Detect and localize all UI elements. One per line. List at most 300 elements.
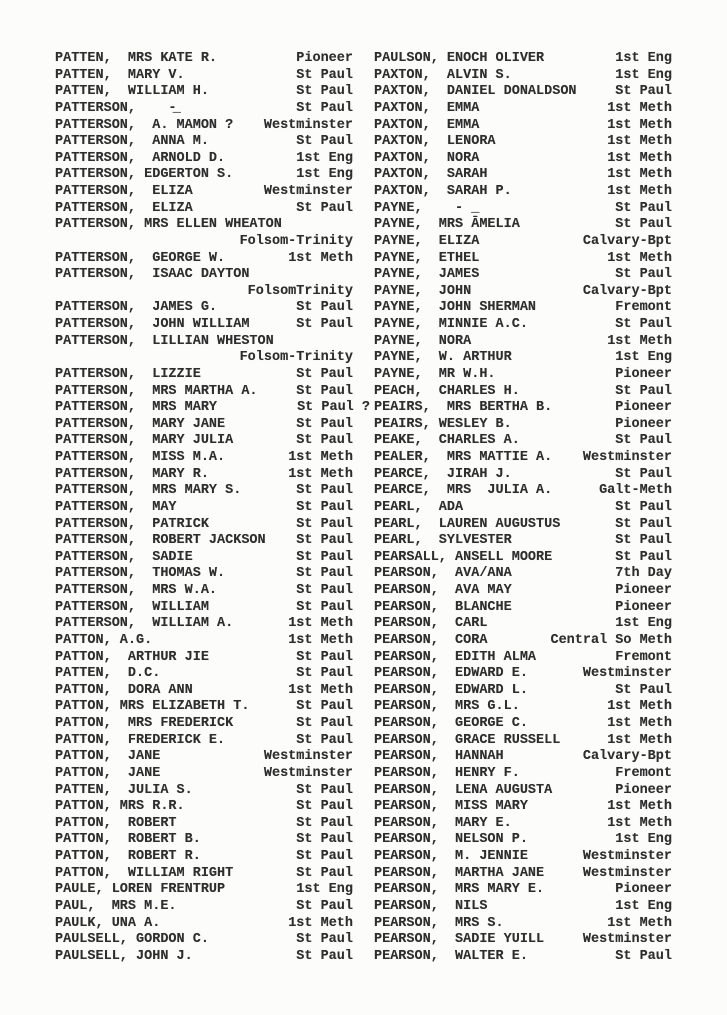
list-item xyxy=(374,783,672,800)
church-cell: 1st Meth xyxy=(607,732,672,748)
list-item xyxy=(55,167,353,184)
name-cell: PATTERSON, JAMES G. xyxy=(55,300,218,316)
list-item xyxy=(374,766,672,783)
name-cell: PATTERSON, MRS MARTHA A. xyxy=(55,383,258,399)
name-cell: PEARSON, GRACE RUSSELL xyxy=(374,732,561,748)
name-cell: PATTERSON, ELIZA xyxy=(55,184,193,199)
name-cell: PAXTON, EMMA xyxy=(374,117,480,133)
church-cell: 1st Eng xyxy=(615,898,672,914)
church-cell: St Paul xyxy=(615,533,672,549)
church-cell: St Paul xyxy=(615,317,672,332)
church-cell: 1st Meth xyxy=(288,632,353,648)
name-cell: PAUL, MRS M.E. xyxy=(55,898,177,914)
church-cell: St Paul xyxy=(296,499,353,515)
church-cell: St Paul xyxy=(296,666,353,682)
list-item xyxy=(374,899,672,916)
list-item xyxy=(374,633,672,650)
name-cell: PEALER, MRS MATTIE A. xyxy=(374,450,553,465)
church-cell: Pioneer xyxy=(615,782,672,798)
name-cell: PEARSON, AVA/ANA xyxy=(374,566,512,582)
name-cell: PAULK, UNA A. xyxy=(55,915,161,931)
list-item xyxy=(374,650,672,667)
church-cell: 1st Meth xyxy=(607,799,672,815)
list-item xyxy=(55,849,353,866)
church-cell: St Paul xyxy=(296,865,353,881)
name-cell: PATTERSON, MRS MARY S. xyxy=(55,483,242,499)
church-cell: 1st Meth xyxy=(607,915,672,931)
name-cell: PEARSON, M. JENNIE xyxy=(374,849,528,864)
church-cell: 1st Meth xyxy=(607,100,672,116)
name-cell: PATTERSON, WILLIAM xyxy=(55,599,209,615)
list-item xyxy=(55,367,353,384)
church-cell: Calvary-Bpt xyxy=(582,749,672,765)
name-cell: PAXTON, LENORA xyxy=(374,134,496,150)
church-cell: Pioneer xyxy=(615,416,672,432)
church-cell: Westminster xyxy=(263,749,353,765)
right-column xyxy=(374,51,672,965)
church-cell: Westminster xyxy=(263,765,353,781)
church-cell: St Paul xyxy=(296,317,353,332)
name-cell: PEARSON, MRS S. xyxy=(374,915,504,931)
list-item xyxy=(374,600,672,617)
church-cell: St Paul xyxy=(296,549,353,565)
church-cell: 1st Meth xyxy=(607,333,672,349)
name-cell: PAXTON, ALVIN S. xyxy=(374,67,512,83)
name-cell: PATTEN, JULIA S. xyxy=(55,782,193,798)
name-cell: PEARCE, MRS JULIA A. xyxy=(374,483,553,499)
list-item xyxy=(55,616,353,633)
name-cell: PEARL, ADA xyxy=(374,499,464,515)
list-item xyxy=(374,384,672,401)
name-cell: PATTERSON, THOMAS W. xyxy=(55,566,226,582)
list-item xyxy=(55,533,353,550)
name-cell: PATTERSON, ISAAC DAYTON xyxy=(55,267,250,283)
church-cell: St Paul xyxy=(296,732,353,748)
church-cell: Westminster xyxy=(263,184,353,199)
list-item xyxy=(55,583,353,600)
name-cell: PAXTON, DANIEL DONALDSON xyxy=(374,84,577,100)
church-cell: Folsom-Trinity xyxy=(239,350,353,366)
list-item xyxy=(374,151,672,168)
church-cell: St Paul xyxy=(296,516,353,532)
name-cell: PAULSON, ENOCH OLIVER xyxy=(374,51,545,66)
church-cell: St Paul xyxy=(296,200,353,216)
list-item xyxy=(55,733,353,750)
list-item xyxy=(374,433,672,450)
list-item xyxy=(55,699,353,716)
list-item xyxy=(374,949,672,966)
list-item xyxy=(374,217,672,234)
list-item xyxy=(55,650,353,667)
name-cell: PATTERSON, MARY JANE xyxy=(55,416,226,432)
name-cell: PATTERSON, MISS M.A. xyxy=(55,450,226,465)
name-cell: PEARSON, MARTHA JANE xyxy=(374,865,545,881)
name-cell: PAXTON, SARAH P. xyxy=(374,184,512,199)
church-cell: St Paul xyxy=(296,416,353,432)
church-cell: St Paul ? xyxy=(297,400,370,416)
list-item xyxy=(55,101,353,118)
church-cell: 1st Meth xyxy=(607,184,672,199)
list-item xyxy=(55,783,353,800)
list-item xyxy=(55,350,353,367)
list-item xyxy=(374,882,672,899)
list-item xyxy=(374,816,672,833)
list-item xyxy=(374,334,672,351)
church-cell: St Paul xyxy=(296,134,353,150)
church-cell: 1st Eng xyxy=(615,350,672,366)
church-cell: Pioneer xyxy=(615,400,672,416)
list-item xyxy=(55,566,353,583)
name-cell: PATTERSON, ELIZA xyxy=(55,200,193,216)
name-cell: PATTERSON, MRS W.A. xyxy=(55,583,218,598)
church-cell: St Paul xyxy=(615,200,672,216)
list-item xyxy=(374,284,672,301)
name-cell: PATTERSON, MARY JULIA xyxy=(55,433,234,449)
list-item xyxy=(55,284,353,301)
church-cell: 1st Meth xyxy=(607,699,672,715)
list-item xyxy=(55,118,353,135)
name-cell: PEARSON, CORA xyxy=(374,632,488,648)
church-cell: 1st Meth xyxy=(607,716,672,731)
name-cell: PATTON, ROBERT R. xyxy=(55,849,201,864)
church-cell: 7th Day xyxy=(615,566,672,582)
name-cell: PATTERSON, LIZZIE xyxy=(55,366,201,382)
list-item xyxy=(374,51,672,68)
church-cell: St Paul xyxy=(296,300,353,316)
list-item xyxy=(55,450,353,467)
name-cell: PEARL, SYLVESTER xyxy=(374,533,512,549)
name-cell: PATTON, FREDERICK E. xyxy=(55,732,226,748)
list-item xyxy=(55,866,353,883)
name-cell: PATTON, WILLIAM RIGHT xyxy=(55,865,234,881)
church-cell: Pioneer xyxy=(615,366,672,382)
name-cell: PEARSON, EDWARD E. xyxy=(374,666,528,682)
name-cell: PAXTON, EMMA xyxy=(374,100,480,116)
church-cell: St Paul xyxy=(615,383,672,399)
list-item xyxy=(55,932,353,949)
name-cell: PATTERSON, MARY R. xyxy=(55,466,209,482)
church-cell: St Paul xyxy=(296,84,353,100)
church-cell: Pioneer xyxy=(615,882,672,898)
list-item xyxy=(374,566,672,583)
name-cell: PEARSON, MRS G.L. xyxy=(374,699,520,715)
name-cell: PATTON, ROBERT xyxy=(55,815,177,831)
name-cell: PATTEN, MRS KATE R. xyxy=(55,51,218,66)
list-item xyxy=(374,234,672,251)
church-cell: St Paul xyxy=(615,549,672,565)
church-cell: St Paul xyxy=(296,815,353,831)
name-cell: PEARSON, WALTER E. xyxy=(374,948,528,964)
list-item xyxy=(55,51,353,68)
list-item xyxy=(374,716,672,733)
church-cell: Pioneer xyxy=(296,51,353,66)
name-cell: PAULSELL, GORDON C. xyxy=(55,932,209,948)
church-cell: St Paul xyxy=(296,383,353,399)
church-cell: Westminster xyxy=(582,849,672,864)
church-cell: Westminster xyxy=(582,666,672,682)
name-cell: PEARSON, MISS MARY xyxy=(374,799,528,815)
name-cell: PEARSON, SADIE YUILL xyxy=(374,932,545,948)
list-item xyxy=(55,317,353,334)
name-cell: PAYNE, JOHN xyxy=(374,283,472,299)
name-cell: PATTERSON, JOHN WILLIAM xyxy=(55,317,250,332)
name-cell: PAYNE, W. ARTHUR xyxy=(374,350,512,366)
name-cell: PATTERSON, WILLIAM A. xyxy=(55,616,234,632)
name-cell: PEARSON, EDWARD L. xyxy=(374,682,528,698)
list-item xyxy=(374,483,672,500)
list-item xyxy=(374,167,672,184)
church-cell: 1st Eng xyxy=(296,882,353,898)
church-cell: St Paul xyxy=(615,217,672,233)
list-item xyxy=(374,201,672,218)
name-cell: PEARSALL, ANSELL MOORE xyxy=(374,549,553,565)
list-item xyxy=(374,84,672,101)
name-cell: PAXTON, SARAH xyxy=(374,167,488,183)
list-item xyxy=(55,400,370,417)
list-item xyxy=(55,300,353,317)
name-cell: PATTEN, WILLIAM H. xyxy=(55,84,209,100)
name-cell: PATTERSON, LILLIAN WHESTON xyxy=(55,333,274,349)
church-cell: St Paul xyxy=(296,699,353,715)
name-cell: PATTERSON, MAY xyxy=(55,499,177,515)
name-cell: PEARSON, HANNAH xyxy=(374,749,504,765)
list-item xyxy=(55,234,353,251)
name-cell: PAYNE, MINNIE A.C. xyxy=(374,317,528,332)
church-cell: St Paul xyxy=(615,84,672,100)
name-cell: PATTERSON, ANNA M. xyxy=(55,134,209,150)
church-cell: 1st Meth xyxy=(607,167,672,183)
church-cell: St Paul xyxy=(296,533,353,549)
list-item xyxy=(55,267,353,284)
list-item xyxy=(55,666,353,683)
name-cell: PATTERSON, MRS MARY xyxy=(55,400,218,416)
left-column xyxy=(55,51,370,965)
list-item xyxy=(374,68,672,85)
name-cell: PEAIRS, WESLEY B. xyxy=(374,416,512,432)
church-cell: St Paul xyxy=(296,849,353,864)
name-cell: PATTON, DORA ANN xyxy=(55,682,193,698)
name-cell: PATTERSON, ROBERT JACKSON xyxy=(55,533,266,549)
list-item xyxy=(55,84,353,101)
church-cell: St Paul xyxy=(296,483,353,499)
list-item xyxy=(55,500,353,517)
list-item xyxy=(374,184,672,201)
name-cell: PATTEN, MARY V. xyxy=(55,67,185,83)
list-item xyxy=(374,267,672,284)
list-item xyxy=(55,334,353,351)
list-item xyxy=(374,666,672,683)
name-cell: PEARSON, LENA AUGUSTA xyxy=(374,782,553,798)
name-cell: PAYNE, JAMES xyxy=(374,267,480,283)
church-cell: St Paul xyxy=(615,433,672,449)
list-item xyxy=(374,417,672,434)
church-cell: Fremont xyxy=(615,765,672,781)
name-cell: PATTERSON, PATRICK xyxy=(55,516,209,532)
list-item xyxy=(55,384,353,401)
name-cell: PEARSON, EDITH ALMA xyxy=(374,649,537,665)
church-cell: St Paul xyxy=(296,566,353,582)
name-cell: PEARL, LAUREN AUGUSTUS xyxy=(374,516,561,532)
church-cell: 1st Eng xyxy=(296,167,353,183)
list-item xyxy=(374,683,672,700)
church-cell: St Paul xyxy=(296,100,353,116)
list-item xyxy=(55,749,353,766)
church-cell: Folsom-Trinity xyxy=(239,233,353,249)
church-cell: 1st Meth xyxy=(607,250,672,266)
name-cell: PATTON, MRS FREDERICK xyxy=(55,716,234,731)
list-item xyxy=(55,217,353,234)
name-cell: PATTON, JANE xyxy=(55,749,161,765)
church-cell: St Paul xyxy=(615,682,672,698)
church-cell: 1st Eng xyxy=(615,51,672,66)
list-item xyxy=(374,916,672,933)
name-cell: PEARSON, HENRY F. xyxy=(374,765,520,781)
list-item xyxy=(55,716,353,733)
list-item xyxy=(374,300,672,317)
name-cell: PATTON, MRS R.R. xyxy=(55,799,185,815)
name-cell: PAYNE, MRS ĀMELIA xyxy=(374,217,520,233)
list-item xyxy=(55,151,353,168)
church-cell: Westminster xyxy=(263,117,353,133)
church-cell: St Paul xyxy=(615,499,672,515)
church-cell: Fremont xyxy=(615,300,672,316)
church-cell: 1st Eng xyxy=(615,67,672,83)
church-cell: 1st Meth xyxy=(607,150,672,166)
church-cell: 1st Meth xyxy=(288,250,353,266)
name-cell: PATTERSON, ARNOLD D. xyxy=(55,150,226,166)
name-cell: PAYNE, - _ xyxy=(374,200,480,216)
name-cell: PEARSON, MRS MARY E. xyxy=(374,882,545,898)
list-item xyxy=(374,533,672,550)
church-cell: Westminster xyxy=(582,932,672,948)
list-item xyxy=(55,68,353,85)
list-item xyxy=(55,417,353,434)
list-item xyxy=(374,134,672,151)
name-cell: PEARSON, MARY E. xyxy=(374,815,512,831)
church-cell: 1st Meth xyxy=(607,117,672,133)
name-cell: PEARSON, NILS xyxy=(374,898,488,914)
church-cell: St Paul xyxy=(296,583,353,598)
church-cell: St Paul xyxy=(296,948,353,964)
list-item xyxy=(55,832,353,849)
list-item xyxy=(374,799,672,816)
church-cell: Pioneer xyxy=(615,599,672,615)
church-cell: 1st Meth xyxy=(288,466,353,482)
list-item xyxy=(374,450,672,467)
name-cell: PAULE, LOREN FRENTRUP xyxy=(55,882,226,898)
list-item xyxy=(374,367,672,384)
list-item xyxy=(374,467,672,484)
list-item xyxy=(55,882,353,899)
name-cell: PEARSON, BLANCHE xyxy=(374,599,512,615)
name-cell: PAYNE, MR W.H. xyxy=(374,366,496,382)
list-item xyxy=(55,517,353,534)
name-cell: PEAIRS, MRS BERTHA B. xyxy=(374,400,553,416)
list-item xyxy=(55,633,353,650)
name-cell: PEACH, CHARLES H. xyxy=(374,383,520,399)
list-item xyxy=(374,932,672,949)
name-cell: PATTERSON, -̲ xyxy=(55,100,177,116)
church-cell: Calvary-Bpt xyxy=(582,233,672,249)
church-cell: St Paul xyxy=(296,898,353,914)
church-cell: St Paul xyxy=(296,932,353,948)
church-cell: St Paul xyxy=(296,782,353,798)
church-cell: St Paul xyxy=(615,516,672,532)
list-item xyxy=(55,916,353,933)
list-item xyxy=(55,799,353,816)
name-cell: PATTERSON, EDGERTON S. xyxy=(55,167,234,183)
church-cell: St Paul xyxy=(615,948,672,964)
list-item xyxy=(374,849,672,866)
church-cell: Fremont xyxy=(615,649,672,665)
list-item xyxy=(374,583,672,600)
church-cell: Calvary-Bpt xyxy=(582,283,672,299)
name-cell: PEARSON, AVA MAY xyxy=(374,583,512,598)
church-cell: 1st Meth xyxy=(288,682,353,698)
name-cell: PEARSON, CARL xyxy=(374,616,488,632)
list-item xyxy=(55,683,353,700)
list-item xyxy=(55,483,353,500)
list-item xyxy=(374,749,672,766)
name-cell: PATTON, MRS ELIZABETH T. xyxy=(55,699,250,715)
name-cell: PEARSON, NELSON P. xyxy=(374,832,528,848)
name-cell: PATTON, ROBERT B. xyxy=(55,832,201,848)
church-cell: 1st Meth xyxy=(607,815,672,831)
church-cell: St Paul xyxy=(296,433,353,449)
list-item xyxy=(374,350,672,367)
church-cell: 1st Eng xyxy=(615,832,672,848)
name-cell: PEARCE, JIRAH J. xyxy=(374,466,512,482)
church-cell: Westminster xyxy=(582,865,672,881)
church-cell: Westminster xyxy=(582,450,672,465)
church-cell: FolsomTrinity xyxy=(247,283,353,299)
church-cell: Central So Meth xyxy=(550,632,672,648)
list-item xyxy=(374,251,672,268)
list-item xyxy=(374,317,672,334)
list-item xyxy=(374,550,672,567)
list-item xyxy=(55,600,353,617)
list-item xyxy=(374,101,672,118)
name-cell: PATTON, ARTHUR JIE xyxy=(55,649,209,665)
list-item xyxy=(55,134,353,151)
name-cell: PAULSELL, JOHN J. xyxy=(55,948,193,964)
church-cell: St Paul xyxy=(296,366,353,382)
church-cell: Galt-Meth xyxy=(599,483,672,499)
name-cell: PATTON, A.G. xyxy=(55,632,153,648)
list-item xyxy=(55,201,353,218)
list-item xyxy=(55,433,353,450)
name-cell: PATTERSON, A. MAMON ? xyxy=(55,117,234,133)
church-cell: St Paul xyxy=(296,649,353,665)
church-cell: 1st Meth xyxy=(607,134,672,150)
list-item xyxy=(55,550,353,567)
list-item xyxy=(55,184,353,201)
list-item xyxy=(374,866,672,883)
church-cell: St Paul xyxy=(296,832,353,848)
name-cell: PATTERSON, MRS ELLEN WHEATON xyxy=(55,217,282,233)
list-item xyxy=(374,400,672,417)
name-cell: PEARSON, GEORGE C. xyxy=(374,716,528,731)
list-item xyxy=(55,949,353,966)
list-item xyxy=(55,467,353,484)
church-cell: 1st Eng xyxy=(296,150,353,166)
church-cell: Pioneer xyxy=(615,583,672,598)
list-item xyxy=(374,118,672,135)
church-cell: St Paul xyxy=(296,799,353,815)
church-cell: St Paul xyxy=(296,67,353,83)
name-cell: PAYNE, JOHN SHERMAN xyxy=(374,300,537,316)
name-cell: PAYNE, ETHEL xyxy=(374,250,480,266)
